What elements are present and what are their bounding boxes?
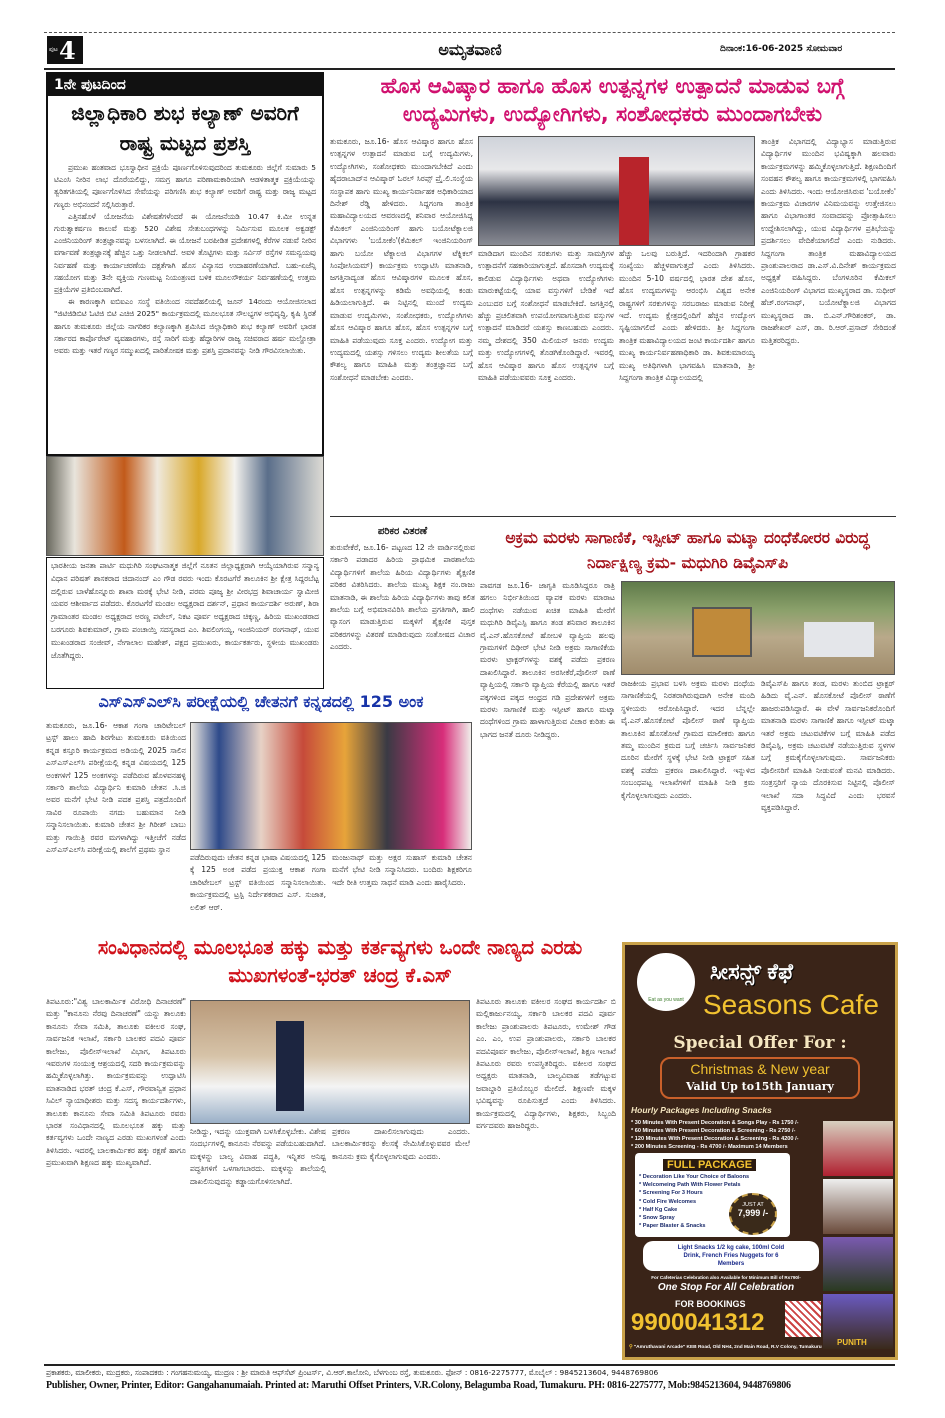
sslc-photo: [190, 722, 472, 850]
full-package-title: FULL PACKAGE: [663, 1159, 756, 1171]
brand-name: Seasons Cafe: [703, 989, 879, 1020]
tractor-photo: [621, 581, 895, 675]
qr-code: [785, 1301, 821, 1337]
brand-kannada: ಸೀಸನ್ಸ್ ಕೆಫೆ: [710, 959, 794, 984]
bookings-label: FOR BOOKINGS: [675, 1299, 746, 1309]
decor-photo: [823, 1121, 893, 1176]
madhugiri-col-2: ರಾಜಕೀಯ ಪ್ರಭಾವ ಬಳಸಿ ಅಕ್ರಮ ಮರಳು ದಂಧೆಯ ಸಾಗಾಣಿಕೆಯಲ್ಲಿ ನಿರತರಾಗಿರುವುದಾಗಿ ಅನೇಕ ಮಂದಿ ಸ್ಥಳೀಯರು ಆರೋಪಿಸಿದ್ದಾರೆ. ಇದರ ಬೆನ್ನಲ್ಲೇ ವೈ.ಎನ್.ಹೊಸಕೋಟೆ ಪೊಲೀಸ್ ಠಾಣೆ ವ್ಯಾಪ್ತಿಯ ತಾಲೂಕಿನ ಹೊಸಕೋಟೆ ಗ್ರಾಮದ ಮಾಲೀಕರು ಹಾಗೂ ತಮ್ಮ ಮುಂದಿನ ಕ್ರಮದ ಬಗ್ಗೆ ಚರ್ಚಿಸಿ ಸಾರ್ವಜನಿಕರ ದೂರಿನ ಮೇರೆಗೆ ಸ್ಥಳಕ್ಕೆ ಭೇಟಿ ನೀಡಿ ಟ್ರಾಕ್ಟರ್ ಸಹಿತ ವಶಕ್ಕೆ ಪಡೆದು ಪ್ರಕರಣ ದಾಖಲಿಸಿದ್ದಾರೆ. ಇನ್ನುಳಿದ ಸಂಬಂಧಪಟ್ಟ ಇಲಾಖೆಗಳಿಗೆ ಮಾಹಿತಿ ನೀಡಿ ಕ್ರಮ ಕೈಗೊಳ್ಳಲಾಗುವುದು ಎಂದರು.: [621, 679, 755, 800]
package-item: * 120 Minutes With Present Decoration & Screening - Rs 4200 /-: [631, 1136, 799, 1142]
innovation-rule: [330, 516, 896, 517]
left-story-body: [48, 162, 322, 452]
left-story-box: [46, 72, 324, 456]
innovation-col-4: ತಾಂತ್ರಿಕ ವಿಭಾಗದಲ್ಲಿ ವಿದ್ಯಾಭ್ಯಾಸ ಮಾಡುತ್ತಿರುವ ವಿದ್ಯಾರ್ಥಿಗಳ ಮುಂದಿನ ಭವಿಷ್ಯಕ್ಕಾಗಿ ಹಲವಾರು ಕಾರ್ಯಕ್ರಮಗಳನ್ನು ಹಮ್ಮಿಕೊಳ್ಳಲಾಗುತ್ತಿದೆ. ಶಿಕ್ಷಣದಿಂದಿಗೆ ಸಂವಹನ ಕೌಶಲ್ಯ ಹಾಗೂ ಕಾರ್ಯಕ್ರಮಗಳಲ್ಲಿ ಭಾಗವಹಿಸಿ ಎಂದು ತಿಳಿಸಿದರು. ಇಂದು ಆಯೋಜಿಸಿರುವ 'ಬಯೋಕೆಂ' ಕಾರ್ಯಕ್ರಮ ವಿಚಾರಗಳ ವಿನಿಮಯವನ್ನು ಉತ್ತೇಜಿಸಲು ಹಾಗೂ ವಿಭಾಗಾಂತರ ಸಂವಾದವನ್ನು ಪ್ರೋತ್ಸಾಹಿಸಲು ಉದ್ದೇಶಿಸಲಾಗಿದ್ದು, ಯುವ ವಿದ್ಯಾರ್ಥಿಗಳ ಪ್ರತಿಭೆಯನ್ನು ಪ್ರದರ್ಶಿಸಲು ವೇದಿಕೆಯಾಗಲಿದೆ ಎಂದು ನುಡಿದರು. ಸಿದ್ದಗಂಗಾ ತಾಂತ್ರಿಕ ಮಹಾವಿದ್ಯಾಲಯದ ಪ್ರಾಂಶುಪಾಲರಾದ ಡಾ.ಎಸ್.ವಿ.ದಿನೇಶ್ ಕಾರ್ಯಕ್ರಮದ ಅಧ್ಯಕ್ಷತೆ ವಹಿಸಿದ್ದರು. ಬೆಂಗಳೂರಿನ ಕೆಮಿಕಲ್ ಎಂಜಿನಿಯರಿಂಗ್ ವಿಭಾಗದ ಮುಖ್ಯಸ್ಥರಾದ ಡಾ. ಸುಧೀರ್ ಹೆಚ್.ರಂಗನಾಥ್, ಬಯೋಟೆಕ್ನಾಲಜಿ ವಿಭಾಗದ ಮುಖ್ಯಸ್ಥರಾದ ಡಾ. ಬಿ.ಎನ್.ಗೌರಿಶಂಕರ್, ಡಾ. ರಾಜಶೇಖರ್ ಎಸ್, ಡಾ. ರಿ.ಆರ್.ಪ್ರಸಾದ್ ಸೇರಿದಂತೆ ಮತ್ತಿತರರಿದ್ದರು.: [761, 137, 896, 345]
cafe-logo: [637, 953, 695, 1011]
sslc-headline: ಎಸ್‌ಎಸ್‌ಎಲ್‌ಸಿ ಪರೀಕ್ಷೆಯಲ್ಲಿ ಚೇತನಗೆ ಕನ್ನಡದಲ್ಲಿ 125 ಅಂಕ: [98, 692, 424, 711]
full-item: * Snow Spray: [639, 1215, 675, 1222]
full-item: * Paper Blaster & Snacks: [639, 1223, 706, 1230]
full-item: * Screening For 3 Hours: [639, 1190, 703, 1197]
packages-list: [631, 1119, 799, 1151]
innovation-headline: ಹೊಸ ಆವಿಷ್ಕಾರ ಹಾಗೂ ಹೊಸ ಉತ್ಪನ್ನಗಳ ಉತ್ಪಾದನೆ ಮಾಡುವ ಬಗ್ಗೆ ಉದ್ಯಮಿಗಳು, ಉದ್ಯೋಗಿಗಳು, ಸಂಶೋಧಕರು ಮುಂದಾಗಬೇಕು: [380, 74, 845, 126]
snacks-box: Light Snacks 1/2 kg cake, 100ml Cold Drink, French Fries Nuggets for 6 Members: [643, 1241, 819, 1271]
paper-name: ಅಮೃತವಾಣಿ: [438, 40, 502, 59]
constitution-col-4: ತಿಪಟೂರು ತಾಲೂಕು ವಕೀಲರ ಸಂಘದ ಕಾರ್ಯದರ್ಶಿ ಬಿ ಮಲ್ಲಿಕಾರ್ಜುನಯ್ಯ, ಸರ್ಕಾರಿ ಬಾಲಕರ ಪದವಿ ಪೂರ್ವ ಕಾಲೇಜು ಪ್ರಾಂಶುಪಾಲರು ತಿಪಟೂರು, ಉಮೇಶ್ ಗೌಡ ಎಂ. ಎಂ, ಉಪ ಪ್ರಾಂಶುಪಾಲರು, ಸರ್ಕಾರಿ ಬಾಲಕರ ಪದವಿಪೂರ್ವ ಕಾಲೇಜು, ಪೊಲೀಸ್‌ಇಲಾಖೆ, ಶಿಕ್ಷಣ ಇಲಾಖೆ ತಿಪಟೂರು ರವರು ಉಪಸ್ಥಿತರಿದ್ದರು. ವಕೀಲರ ಸಂಘದ ಅಧ್ಯಕ್ಷರು ಮಾತನಾಡಿ, ಬಾಲ್ಯವಿವಾಹ ತಡೆಗಟ್ಟುವ ಜವಾಬ್ದಾರಿ ಪ್ರತಿಯೊಬ್ಬರ ಮೇಲಿದೆ. ಶಿಕ್ಷಣವೇ ಮಕ್ಕಳ ಭವಿಷ್ಯವನ್ನು ರೂಪಿಸುತ್ತದೆ ಎಂದು ತಿಳಿಸಿದರು. ಕಾರ್ಯಕ್ರಮದಲ್ಲಿ ವಿದ್ಯಾರ್ಥಿಗಳು, ಶಿಕ್ಷಕರು, ಸಿಬ್ಬಂದಿ ವರ್ಗದವರು ಹಾಜರಿದ್ದರು.: [476, 997, 616, 1131]
innovation-col-3: ಹೆಚ್ಚು ಒಲವು ಬರುತ್ತಿದೆ. ಇದರಿಂದಾಗಿ ಗ್ರಾಹಕರ ಸಂಖ್ಯೆಯು ಹೆಚ್ಚಳವಾಗುತ್ತದೆ ಎಂದು ತಿಳಿಸಿದರು. ಮುಂದಿನ 5-10 ವರ್ಷದಲ್ಲಿ ಭಾರತ ದೇಶ ಹೊಸ, ಹೊಸ ಉದ್ಯಮಗಳನ್ನು ಆರಂಭಿಸಿ ವಿಶ್ವದ ಅನೇಕ ರಾಷ್ಟ್ರಗಳಿಗೆ ಸರಕುಗಳನ್ನು ಸರಬರಾಜು ಮಾಡುವ ನಿರೀಕ್ಷೆ ಇದೆ. ಉದ್ಯಮ ಕ್ಷೇತ್ರದಲ್ಲಿಂದಿಗೆ ಹೆಚ್ಚಿನ ಉದ್ಯೋಗ ಸೃಷ್ಟಿಯಾಗಲಿದೆ ಎಂದು ಹೇಳಿದರು. ಶ್ರೀ ಸಿದ್ದಗಂಗಾ ತಾಂತ್ರಿಕ ಮಹಾವಿದ್ಯಾಲಯದ ಜಂಟಿ ಕಾರ್ಯದರ್ಶಿ ಹಾಗೂ ಮುಖ್ಯ ಕಾರ್ಯನಿರ್ವಹಣಾಧಿಕಾರಿ ಡಾ. ಶಿವಕುಮಾರಯ್ಯ ಮುಖ್ಯ ಅತಿಥಿಗಳಾಗಿ ಭಾಗವಹಿಸಿ ಮಾತನಾಡಿ, ಶ್ರೀ ಸಿದ್ದಗಂಗಾ ತಾಂತ್ರಿಕ ವಿದ್ಯಾಲಯದಲ್ಲಿ: [619, 249, 755, 383]
speaker-figure: [276, 1021, 304, 1111]
footer-kannada: ಪ್ರಕಾಶಕರು, ಮಾಲೀಕರು, ಮುದ್ರಕರು, ಸಂಪಾದಕರು : ಗಂಗಹನುಮಯ್ಯ, ಮುದ್ರಣ : ಶ್ರೀ ಮಾರುತಿ ಆಫ್‌ಸೆಟ್ ಪ್ರಿಂಟರ್ಸ್, ವಿ.ಆರ್.ಕಾಲೋನಿ, ಬೆಳಗುಂಬ ರಸ್ತೆ, ತುಮಕೂರು. ಫೋನ್ : 0816-2275777, ಮೊಬೈಲ್ : 9845213604, 9448769806: [46, 1368, 659, 1377]
innovation-photo: [478, 136, 755, 246]
constitution-col-2: ನೀಡಿದ್ದು, ಇದನ್ನು ಯುಕ್ತವಾಗಿ ಬಳಸಿಕೊಳ್ಳಬೇಕು. ವಿಶೇಷ ಸಂದರ್ಭಗಳಲ್ಲಿ ಕಾನೂನು ನೆರವನ್ನು ಪಡೆಯಬಹುದಾಗಿದೆ. ಮಕ್ಕಳನ್ನು ಬಾಲ್ಯ ವಿವಾಹ ಪದ್ಧತಿ, ಇನ್ನಿತರ ಅನಿಷ್ಟ ಪದ್ಧತಿಗಳಿಗೆ ಒಳಗಾಗಬಾರದು. ಮಕ್ಕಳನ್ನು ಶಾಲೆಯಲ್ಲಿ ದಾಖಲಿಸುವುದನ್ನು ಕಡ್ಡಾಯಗೊಳಿಸಲಾಗಿದೆ.: [190, 1127, 326, 1186]
tractor-figure: [692, 607, 752, 657]
issue-date: ದಿನಾಂಕ:16-06-2025 ಸೋಮವಾರ: [720, 44, 843, 54]
address-text: "Amruthavani Arcade" KEB Road, Old NH4, 2nd Main Road, R.V Colony, Tumakuru: [633, 1345, 822, 1350]
page-number: 4: [59, 35, 76, 65]
constitution-headline: ಸಂವಿಧಾನದಲ್ಲಿ ಮೂಲಭೂತ ಹಕ್ಕು ಮತ್ತು ಕರ್ತವ್ಯಗಳು ಒಂದೇ ನಾಣ್ಯದ ಎರಡು ಮುಖಗಳಂತೆ-ಭರತ್ ಚಂದ್ರ ಕೆ.ಎಸ್: [97, 936, 583, 987]
occasion-banner: [660, 1057, 860, 1099]
paragraph: ಪ್ರಮುಖ ಹಂತವಾದ ಭೂಸ್ವಾಧೀನ ಪ್ರಕ್ರಿಯೆ ಪೂರ್ಣಗೊಳಿಸುವುದರಿಂದ ತುಮಕೂರು ಜಿಲ್ಲೆಗೆ ಸುಮಾರು 5 ಟಿಎಂಸಿ ನೀರಿನ ಲಾಭ ದೊರೆಯಲಿದ್ದು, ಸಮಗ್ರ ಹಾಗೂ ಪರಿಣಾಮಕಾರಿಯಾಗಿ ಆಡಳಿತಾತ್ಮಕ ಪ್ರಕ್ರಿಯೆಯನ್ನು ತ್ವರಿತಗತಿಯಲ್ಲಿ ಪೂರ್ಣಗೊಳಿಸಿದ ಸೇವೆಯನ್ನು ಪರಿಗಣಿಸಿ ಶುಭ ಕಲ್ಯಾಣ್ ಅವರಿಗೆ ರಾಷ್ಟ್ರ ಮತ್ತು ರಾಜ್ಯ ಮಟ್ಟದ ಗಣ್ಯರು ಅಭಿನಂದನೆ ಸಲ್ಲಿಸಿರುತ್ತಾರೆ.: [54, 163, 316, 209]
validity: Valid Up to15th January: [686, 1080, 834, 1093]
constitution-col-3: ಪ್ರಕರಣ ದಾಖಲಿಸಲಾಗುವುದು ಎಂದರು. ಬಾಲಕಾರ್ಮಿಕರನ್ನು ಕೆಲಸಕ್ಕೆ ನೇಮಿಸಿಕೊಳ್ಳುವವರ ಮೇಲೆ ಕಾನೂನು ಕ್ರಮ ಕೈಗೊಳ್ಳಲಾಗುವುದು ಎಂದರು.: [332, 1127, 470, 1161]
constitution-photo: [190, 1000, 470, 1124]
package-item: * 30 Minutes With Present Decoration & Songs Play - Rs 1750 /-: [631, 1120, 799, 1126]
package-item: * 60 Minutes With Present Decoration & Screening - Rs 2750 /-: [631, 1128, 796, 1134]
seasons-cafe-ad: [622, 942, 898, 1360]
constitution-col-1: ತಿಪಟೂರು:"ವಿಶ್ವ ಬಾಲಕಾರ್ಮಿಕ ವಿರೋಧಿ ದಿನಾಚರಣೆ" ಮತ್ತು "ಕಾನೂನು ನೆರವು ದಿನಾಚರಣೆ" ಯನ್ನು ತಾಲೂಕು ಕಾನೂನು ಸೇವಾ ಸಮಿತಿ, ತಾಲೂಕು ವಕೀಲರ ಸಂಘ, ಸಾರ್ವಜನಿಕ ಇಲಾಖೆ, ಸರ್ಕಾರಿ ಬಾಲಕರ ಪದವಿ ಪೂರ್ವ ಕಾಲೇಜು, ಪೊಲೀಸ್‌ಇಲಾಖೆ ವಿಭಾಗ, ತಿಪಟೂರು ಇವರುಗಳ ಸಂಯುಕ್ತ ಆಶ್ರಯದಲ್ಲಿ ಸದರಿ ಕಾರ್ಯಕ್ರಮವನ್ನು ಹಮ್ಮಿಕೊಳ್ಳಲಾಗಿತ್ತು. ಕಾರ್ಯಕ್ರಮವನ್ನು ಉದ್ಘಾಟಿಸಿ ಮಾತನಾಡಿದ ಭರತ್ ಚಂದ್ರ ಕೆ.ಎಸ್, ಗೌರವಾನ್ವಿತ ಪ್ರಧಾನ ಸಿವಿಲ್ ನ್ಯಾಯಾಧೀಶರು ಮತ್ತು ಸದಸ್ಯ ಕಾರ್ಯದರ್ಶಿಗಳು, ತಾಲೂಕು ಕಾನೂನು ಸೇವಾ ಸಮಿತಿ ತಿಪಟೂರು ರವರು ಭಾರತ ಸಂವಿಧಾನದಲ್ಲಿ ಮೂಲಭೂತ ಹಕ್ಕು ಮತ್ತು ಕರ್ತವ್ಯಗಳು ಒಂದೇ ನಾಣ್ಯದ ಎರಡು ಮುಖಗಳಂತೆ ಎಂದು ತಿಳಿಸಿದರು. ಇದರಲ್ಲಿ ಬಾಲಕಾರ್ಮಿಕರ ಹಕ್ಕು ರಕ್ಷಣೆ ಹಾಗೂ ಪ್ರಮುಖವಾಗಿ ಶಿಕ್ಷಣದ ಹಕ್ಕು ಮುಖ್ಯವಾಗಿದೆ.: [46, 997, 186, 1168]
madhugiri-headline: ಅಕ್ರಮ ಮರಳು ಸಾಗಾಣಿಕೆ, ಇಸ್ಪೀಟ್ ಹಾಗೂ ಮಟ್ಕಾ ದಂಧೆಕೋರರ ವಿರುದ್ಧ ನಿರ್ದಾಕ್ಷಿಣ್ಯ ಕ್ರಮ- ಮಧುಗಿರಿ ಡಿವೈಎಸ್‌ಪಿ: [505, 529, 870, 572]
madhugiri-col-3: ಡಿವೈಎಸ್‌ಪಿ ಹಾಗೂ ತಂಡ, ಮರಳು ತುಂಬಿದ ಟ್ರಾಕ್ಟರ್ ಹಿಡಿದು ವೈ.ಎನ್. ಹೊಸಕೋಟೆ ಪೊಲೀಸ್ ಠಾಣೆಗೆ ಹಾಜರುಪಡಿಸಿದ್ದಾರೆ. ಈ ವೇಳೆ ಸಾರ್ವಜನಿಕರೊಂದಿಗೆ ಮಾತನಾಡಿ ಮರಳು ಸಾಗಾಣಿಕೆ ಹಾಗೂ ಇಸ್ಪೀಟ್ ಮಟ್ಕಾ ಇತರೆ ಅಕ್ರಮ ಚಟುವಟಿಕೆಗಳ ಬಗ್ಗೆ ಮಾಹಿತಿ ಪಡೆದ ಡಿವೈಎಸ್ಪಿ, ಅಕ್ರಮ ಚಟುವಟಿಕೆ ನಡೆಯುತ್ತಿರುವ ಸ್ಥಳಗಳ ಬಗ್ಗೆ ಕ್ರಮಕೈಗೊಳ್ಳಲಾಗುವುದು. ಸಾರ್ವಜನಿಕರು ಪೊಲೀಸರಿಗೆ ಮಾಹಿತಿ ನೀಡುವಂತೆ ಮನವಿ ಮಾಡಿದರು. ಸಂತ್ರಸ್ತರಿಗೆ ನ್ಯಾಯ ದೊರಕಿಸುವ ನಿಟ್ಟಿನಲ್ಲಿ ಪೊಲೀಸ್ ಇಲಾಖೆ ಸದಾ ಸಿದ್ಧವಿದೆ ಎಂದು ಭರವಸೆ ವ್ಯಕ್ತಪಡಿಸಿದ್ದಾರೆ.: [761, 679, 895, 813]
paragraph: ಎತ್ತಿನಹೊಳೆ ಯೋಜನೆಯ ವಿಶೇಷತೆಗಳೆಂದರೆ ಈ ಯೋಜನೆಯಡಿ 10.47 ಕಿ.ಮೀ ಉನ್ನತ ಗುರುತ್ವಾಕರ್ಷಣ ಕಾಲುವೆ ಮತ್ತು 520 ವಿಶೇಷ ಸೇತುಬಂಧಗಳನ್ನು ನಿರ್ಮಿಸುವ ಮೂಲಕ ಅಕ್ವಡಕ್ಟ್ ಎಂಜಿನಿಯರಿಂಗ್ ತಂತ್ರಜ್ಞಾನವನ್ನು ಬಳಸಲಾಗಿದೆ. ಈ ಯೋಜನೆ ಬರಪೀಡಿತ ಪ್ರದೇಶಗಳಲ್ಲಿ ಕೆರೆಗಳ ನಡುವೆ ನೀರಿನ ವರ್ಗಾವಣೆ ತಂತ್ರಜ್ಞಾನಕ್ಕೆ ಹೆಚ್ಚಿನ ಒತ್ತು ನೀಡಲಾಗಿದೆ. ಅವಳಿ ತೊಟ್ಟಿಗಳು ಮತ್ತು ಸರ್ವಿಸ್ ರಸ್ತೆಗಳ ಸಮನ್ವಯವು ನಿರ್ವಹಣೆ ಮತ್ತು ಕಾರ್ಯಾಚರಣೆಯ ದಕ್ಷತೆಗಾಗಿ ಹೊಸ ವಿನ್ಯಾಸದ ಉದಾಹರಣೆಯಾಗಿದೆ. ಬಹು-ಏಜೆನ್ಸಿ ಸಹಯೋಗ ಮತ್ತು 3ನೇ ವ್ಯಕ್ತಿಯ ಗುಣಮಟ್ಟ ನಿಯಂತ್ರಣದ ಬಳಿಕ ಮೂಲಸೌಕರ್ಯ ನಿರ್ವಹಣೆಯಲ್ಲಿ ಉತ್ತಮ ಪ್ರಕ್ರಿಯೆಗಳ ಪ್ರತಿಬಿಂಬವಾಗಿದೆ.: [54, 211, 316, 295]
price: 7,999 /-: [737, 1208, 769, 1218]
madhugiri-col-1: ಪಾವಗಡ ಜೂ.16- ಜಾಗೃತಿ ಮೂಡಿಸಿದ್ದರೂ ರಾತ್ರಿ ಹಗಲು ನಿರ್ಭೀತಿಯಿಂದ ವ್ಯಾಪಕ ಮರಳು ಮಾರಾಟ ದಂಧೆಗಳು ನಡೆಯುವ ಖಚಿತ ಮಾಹಿತಿ ಮೇರೆಗೆ ಮಧುಗಿರಿ ಡಿವೈಎಸ್ಪಿ ಹಾಗೂ ತಂಡ ಶನಿವಾರ ತಾಲೂಕಿನ ವೈ.ಎನ್.ಹೊಸಕೋಟೆ ಹೋಬಳಿ ವ್ಯಾಪ್ತಿಯ ಹಲವು ಗ್ರಾಮಗಳಿಗೆ ದಿಢೀರ್ ಭೇಟಿ ನೀಡಿ ಅಕ್ರಮ ಸಾಗಾಣಿಕೆಯ ಮರಳು ಟ್ರಾಕ್ಟರ್‌ಗಳನ್ನು ವಶಕ್ಕೆ ಪಡೆದು ಪ್ರಕರಣ ದಾಖಲಿಸಿದ್ದಾರೆ. ತಾಲೂಕಿನ ಅರಸೀಕೆರೆ,ಪೊಲೀಸ್ ಠಾಣೆ ವ್ಯಾಪ್ತಿಯಲ್ಲಿ ಸರ್ಕಾರಿ ವ್ಯಾಪ್ತಿಯ ಕೆರೆಯಲ್ಲಿ ಹಾಗೂ ಇತರೆ ಪಕ್ಕಗಳಿಂದ ಪಕ್ಕದ ಆಂಧ್ರದ ಗಡಿ ಪ್ರದೇಶಗಳಿಗೆ ಅಕ್ರಮ ಮರಳು ಸಾಗಾಣಿಕೆ ಮತ್ತು ಇಸ್ಪೀಟ್ ಹಾಗೂ ಮಟ್ಕಾ ದಂಧೆಗಳಿಂದ ಗ್ರಾಮ ಹಾಳಾಗುತ್ತಿರುವ ವಿಚಾರ ಕುರಿತು ಈ ಭಾಗದ ಜನತೆ ದೂರು ನೀಡಿದ್ದರು.: [480, 581, 615, 739]
sslc-col-2: ಪಡೆದಿರುವುದು ಚೇತನ ಕನ್ನಡ ಭಾಷಾ ವಿಷಯದಲ್ಲಿ 125 ಕ್ಕೆ 125 ಅಂಕ ಪಡೆದ ಪ್ರಯುಕ್ತ ಆಕಾಶ ಗಂಗಾ ಚಾರಿಟೇಬಲ್ ಟ್ರಸ್ಟ್ ವತಿಯಿಂದ ಸನ್ಮಾನಿಸಲಾಯಿತು. ಕಾರ್ಯಕ್ರಮದಲ್ಲಿ ಟ್ರಸ್ಟಿ ನಿರ್ದೇಶಕರಾದ ಎಸ್. ಸುಜಾತ, ಲಲಿತ್ ಆರ್.: [190, 853, 326, 912]
price-badge: [729, 1193, 777, 1235]
innovation-col-1: ತುಮಕೂರು, ಜೂ.16- ಹೊಸ ಆವಿಷ್ಕಾರ ಹಾಗೂ ಹೊಸ ಉತ್ಪನ್ನಗಳ ಉತ್ಪಾದನೆ ಮಾಡುವ ಬಗ್ಗೆ ಉದ್ಯಮಿಗಳು, ಉದ್ಯೋಗಿಗಳು, ಸಂಶೋಧಕರು ಮುಂದಾಗಬೇಕಿದೆ ಎಂದು ಹೈದರಾಬಾದ್‌ನ ಆವಿಷ್ಕಾರ್ ಓರಲ್ ಸಿರಪ್ಸ್ ಪ್ರೈ.ಲಿ.ಸಂಸ್ಥೆಯ ಸಂಸ್ಥಾಪಕ ಹಾಗು ಮುಖ್ಯ ಕಾರ್ಯನಿರ್ವಾಹಕ ಅಧಿಕಾರಿಯಾದ ದಿನೇಶ್ ರೆಡ್ಡಿ ಹೇಳಿದರು. ಸಿದ್ದಗಂಗಾ ತಾಂತ್ರಿಕ ಮಹಾವಿದ್ಯಾಲಯದ ಆವರಣದಲ್ಲಿ ಶನಿವಾರ ಆಯೋಜಿಸಿದ್ದ ಕೆಮಿಕಲ್ ಎಂಜಿನಿಯರಿಂಗ್ ಹಾಗು ಬಯೋಟೆಕ್ನಾಲಜಿ ವಿಭಾಗಗಳು 'ಬಯೋಕೆಂ'(ಕೆಮಿಕಲ್ ಇಂಜಿನಿಯರಿಂಗ್ ಹಾಗು ಬಯೋ ಟೆಕ್ನಾಲಜಿ ವಿಭಾಗಗಳ ಟೆಕ್ನಿಕಲ್ ಸಿಂಪೋಸಿಯಮ್) ಕಾರ್ಯಕ್ರಮ ಉದ್ಘಾಟಿಸಿ ಮಾತನಾಡಿ, ಜಗತ್ತಿನಾದ್ಯಂತ ಹೊಸ ಆವಿಷ್ಕಾರಗಳ ಮೂಲಕ ಹೊಸ, ಹೊಸ ಉತ್ಪನ್ನಗಳನ್ನು ಕಡಿಮೆ ಅವಧಿಯಲ್ಲಿ ಕಂಡು ಹಿಡಿಯಲಾಗುತ್ತಿದೆ. ಈ ನಿಟ್ಟಿನಲ್ಲಿ ಮುಂದೆ ಉದ್ಯಮ ಮಾಡುವ ಉದ್ಯಮಿಗಳು, ಸಂಶೋಧಕರು, ಉದ್ಯೋಗಿಗಳು ಹೊಸ ಆವಿಷ್ಕಾರ ಹಾಗೂ ಹೊಸ, ಹೊಸ ಉತ್ಪನ್ನಗಳ ಬಗ್ಗೆ ಮಾಹಿತಿ ಪಡೆಯುವುದು ಸೂಕ್ತ ಎಂದರು. ಉದ್ಯೋಗ ಮತ್ತು ಉದ್ಯಮದಲ್ಲಿ ಯಶಸ್ಸು ಗಳಿಸಲು ಉದ್ಯಮ ಶೀಲತೆಯ ಬಗ್ಗೆ ಕೌಶಲ್ಯ ಹಾಗೂ ಮಾಹಿತಿ ಮತ್ತು ತಂತ್ರಜ್ಞಾನದ ಬಗ್ಗೆ ಸಂಶೋಧನೆ ಮಾಡಬೇಕು ಎಂದರು.: [330, 137, 473, 382]
photo-label: PUNITH: [837, 1338, 867, 1347]
full-item: * Half Kg Cake: [639, 1206, 678, 1213]
left-story-headline: ಜಿಲ್ಲಾಧಿಕಾರಿ ಶುಭ ಕಲ್ಯಾಣ್ ಅವರಿಗೆ ರಾಷ್ಟ್ರ ಮಟ್ಟದ ಪ್ರಶಸ್ತಿ: [71, 101, 299, 155]
full-item: * Welcomeing Path With Flower Petals: [639, 1182, 741, 1189]
kit-body: ತುರುವೇಕೆರೆ, ಜೂ.16- ಪಟ್ಟಣದ 12 ನೇ ವಾರ್ಡಿನಲ್ಲಿರುವ ಸರ್ಕಾರಿ ಪಡಾದರ ಹಿರಿಯ ಪ್ರಾಥಮಿಕ ಪಾಠಶಾಲೆಯ ವಿದ್ಯಾರ್ಥಿಗಳಿಗೆ ಶಾಲೆಯ ಹಿರಿಯ ವಿದ್ಯಾರ್ಥಿಗಳು ಶೈಕ್ಷಣಿಕ ಪರಿಕರ ವಿತರಿಸಿದರು. ಶಾಲೆಯ ಮುಖ್ಯ ಶಿಕ್ಷಕ ನಂ.ರಾಜು ಮಾತನಾಡಿ, ಈ ಶಾಲೆಯ ಹಿರಿಯ ವಿದ್ಯಾರ್ಥಿಗಳು ತಾವು ಕಲಿತ ಶಾಲೆಯ ಬಗ್ಗೆ ಅಭಿಮಾನವಿರಿಸಿ ಶಾಲೆಯ ಪ್ರಗತಿಗಾಗಿ, ಹಾಲಿ ವ್ಯಾಸಂಗ ಮಾಡುತ್ತಿರುವ ಮಕ್ಕಳಿಗೆ ಶೈಕ್ಷಣಿಕ ಪುಸ್ತಕ ಪರಿಕರಗಳನ್ನು ವಿತರಣೆ ಮಾಡಿರುವುದು ಸಂತೋಷದ ವಿಚಾರ ಎಂದರು.: [330, 543, 475, 652]
occasion: Christmas & New year: [690, 1061, 830, 1077]
package-item: * 200 Minutes Screening - Rs 4700 /- Maximum 14 Members: [631, 1144, 788, 1150]
car-figure: [804, 622, 874, 657]
hall-photo: [823, 1179, 893, 1234]
continued-tag: 1ನೇ ಪುಟದಿಂದ: [48, 74, 322, 96]
innovation-col-2: ಮಾಡಿದಾಗ ಮುಂದಿನ ಸರಕುಗಳು ಮತ್ತು ಸಾಮಗ್ರಿಗಳ ಉತ್ಪಾದನೆಗೆ ಸಹಕಾರಿಯಾಗುತ್ತದೆ. ಹೊಸದಾಗಿ ಉದ್ಯಮಕ್ಕೆ ಕಾಲಿಡುವ ವಿದ್ಯಾರ್ಥಿಗಳು ಅಥವಾ ಉದ್ಯೋಗಿಗಳು ಮಾರುಕಟ್ಟೆಯಲ್ಲಿ ಯಾವ ವಸ್ತುಗಳಿಗೆ ಬೇಡಿಕೆ ಇದೆ ಎಂಬುದರ ಬಗ್ಗೆ ಸಂಶೋಧನೆ ಮಾಡಬೇಕಿದೆ. ಜಗತ್ತಿನಲ್ಲಿ ಹೆಚ್ಚು ಪ್ರಚಲಿತವಾಗಿ ಉಪಯೋಗವಾಗುತ್ತಿರುವ ವಸ್ತುಗಳ ಉತ್ಪಾದನೆ ಮಾಡಿದರೆ ಯಶಸ್ಸು ಕಾಣಬಹುದು ಎಂದರು. ನಮ್ಮ ದೇಶದಲ್ಲಿ 350 ಮಿಲಿಯನ್ ಜನರು ಉದ್ಯಮ ಮತ್ತು ಉದ್ಯೋಗಗಳಲ್ಲಿ ತೊಡಗಿಕೊಂಡಿದ್ದಾರೆ. ಇವರಲ್ಲಿ ಹೊಸ ಆವಿಷ್ಕಾರ ಹಾಗೂ ಹೊಸ ಉತ್ಪನ್ನಗಳ ಬಗ್ಗೆ ಮಾಹಿತಿ ಪಡೆಯುವವರು ಸೂಕ್ತ ಎಂದರು.: [478, 249, 614, 383]
bjp-visit-photo: [46, 456, 324, 556]
speaker-figure: [619, 157, 649, 246]
booking-phone[interactable]: 9900041312: [631, 1309, 765, 1336]
punith-photo: [823, 1294, 893, 1349]
sslc-col-3: ಮಂಜುನಾಥ್ ಮತ್ತು ಅಕ್ಷರ ಸುಹಾಸ್ ಕುಮಾರಿ ಚೇತನ ಮನೆಗೆ ಭೇಟಿ ನೀಡಿ ಸನ್ಮಾನಿಸಿದರು. ಬಂದಿರು ಶಿಕ್ಷಕರಿಗೂ ಇದೇ ರೀತಿ ಉತ್ತಮ ಸಾಧನೆ ಮಾಡಿ ಎಂದು ಹಾರೈಸಿದರು.: [332, 853, 472, 887]
footer-english: Publisher, Owner, Printer, Editor: Gangahanumaiah. Printed at: Maruthi Offset Printers, V.R.Colony, Belagumba Road, Tumakuru. PH: 0816-2275777, Mob:9845213604, 9448769806: [46, 1380, 791, 1391]
header-rule: [44, 68, 895, 70]
tagline: One Stop For All Celebration: [657, 1282, 795, 1293]
minimum-bill-note: For Cafeterias Celebration also Available for Minimum Bill of Rs790/-: [651, 1275, 801, 1280]
just-at: JUST AT: [742, 1202, 764, 1208]
full-item: * Decoration Like Your Choice of Baloons: [639, 1174, 750, 1180]
bjp-caption: [46, 557, 324, 689]
offer-title: Special Offer For :: [673, 1033, 847, 1053]
footer-rule: [44, 1364, 895, 1366]
top-rule: [44, 32, 895, 33]
address: [629, 1345, 822, 1350]
kit-title: ಪರಿಕರ ವಿತರಣೆ: [377, 526, 428, 537]
logo-text: Eat as you want: [648, 997, 684, 1003]
location-pin-icon: ⚲: [629, 1345, 634, 1350]
packages-title: Hourly Packages Including Snacks: [631, 1105, 772, 1115]
page-word: ಪುಟ: [49, 46, 58, 53]
sslc-col-1: ತುಮಕೂರು, ಜೂ.16- ಆಕಾಶ ಗಂಗಾ ಚಾರಿಟೇಬಲ್ ಟ್ರಸ್ಟ್ ಹಾಲು ಹಾದಿ ಶಿರಗೇಟು ತುಮಕೂರು ವತಿಯಿಂದ ಕನ್ನಡ ಕಸ್ತೂರಿ ಕಾರ್ಯಕ್ರಮದ ಅಡಿಯಲ್ಲಿ 2025 ಸಾಲಿನ ಎಸ್‌ಎಸ್‌ಎಲ್‌ಸಿ ಪರೀಕ್ಷೆಯಲ್ಲಿ ಕನ್ನಡ ವಿಷಯದಲ್ಲಿ 125 ಅಂಕಗಳಿಗೆ 125 ಅಂಕಗಳನ್ನು ಪಡೆದಿರುವ ಹೊಳವನಹಳ್ಳಿ ಸರ್ಕಾರಿ ಶಾಲೆಯ ವಿದ್ಯಾರ್ಥಿನಿ ಕುಮಾರಿ ಚೇತನ .ಸಿ.ಜಿ ಅವರ ಮನೆಗೆ ಭೇಟಿ ನೀಡಿ ಪದಕ ಪ್ರಶಸ್ತಿ ಪತ್ರದೊಂದಿಗೆ ಸಾವಿರ ರೂಪಾಯಿ ನಗದು ಬಹುಮಾನ ನೀಡಿ ಸನ್ಮಾನಿಸಲಾಯಿತು. ಕುಮಾರಿ ಚೇತನ ಶ್ರೀ ಗಿರೀಶ್ ಬಾಬು ಮತ್ತು ಗಾಯಿತ್ರಿ ರವರ ಮಗಳಾಗಿದ್ದು ಇತ್ತೀಚೆಗೆ ನಡೆದ ಎಸ್‌ಎಸ್‌ಎಲ್‌ಸಿ ಪರೀಕ್ಷೆಯಲ್ಲಿ ಶಾಲೆಗೆ ಪ್ರಥಮ ಸ್ಥಾನ: [46, 721, 186, 855]
balloon-photo: [823, 1237, 893, 1292]
full-item: * Cold Fire Welcomes: [639, 1198, 697, 1205]
page-number-box: [47, 36, 83, 64]
paragraph: ಈ ಕಾರಣಕ್ಕಾಗಿ ಐಬಿಐಎಂ ಸಂಸ್ಥೆ ವತಿಯಿಂದ ನವದೆಹಲಿಯಲ್ಲಿ ಜೂನ್ 14ರಂದು ಆಯೋಜಿಸಲಾದ "ಜಿಟಿಜಿಡಿಬಿಟಿ ಓಟಿಜಿ ಬಿಟಿ ಎಚಿಜಿ 2025" ಕಾರ್ಯಕ್ರಮದಲ್ಲಿ ಮೂಲಭೂತ ಸೌಲಭ್ಯಗಳ ಅಭಿವೃದ್ಧಿ, ಕೃಷಿ ಸ್ಥಿರತೆ ಹಾಗೂ ತುಮಕೂರು ಜಿಲ್ಲೆಯ ನಾಗರಿಕರ ಕಲ್ಯಾಣಕ್ಕಾಗಿ ಶ್ರಮಿಸಿದ ಜಿಲ್ಲಾಧಿಕಾರಿ ಶುಭ ಕಲ್ಯಾಣ್ ಅವರಿಗೆ ಭಾರತ ಸರ್ಕಾರದ ಕಾರ್ಪೊರೇಟ್ ವ್ಯವಹಾರಗಳು, ರಸ್ತೆ ಸಾರಿಗೆ ಮತ್ತು ಹೆದ್ದಾರಿಗಳ ರಾಜ್ಯ ಸಚಿವರಾದ ಹರ್ಷ ಮಲ್ಹೋತ್ರಾ ಅವರು ಮತ್ತು ಇತರೆ ಗಣ್ಯರ ಸಮ್ಮುಖದಲ್ಲಿ ಪಾರಿತೋಷಕ ಮತ್ತು ಪ್ರಶಸ್ತಿ ಪ್ರದಾನವನ್ನು ನೀಡಿ ಗೌರವಿಸಲಾಯಿತು.: [54, 297, 316, 356]
caption-text: ಭಾರತೀಯ ಜನತಾ ಪಾರ್ಟಿ ಮಧುಗಿರಿ ಸಂಘಟನಾತ್ಮಕ ಜಿಲ್ಲೆಗೆ ನೂತನ ಜಿಲ್ಲಾಧ್ಯಕ್ಷರಾಗಿ ಆಯ್ಕೆಯಾಗಿರುವ ಸನ್ಮಾನ್ಯ ವಿಧಾನ ಪರಿಷತ್ ಶಾಸಕರಾದ ಚಿದಾನಂದ್ ಎಂ ಗೌಡ ರವರು ಇಂದು ಕೊರಟಗೆರೆ ತಾಲೂಕಿನ ಶ್ರೀ ಕ್ಷೇತ್ರ ಸಿದ್ದರಬೆಟ್ಟ ದಲ್ಲಿರುವ ಬಾಳೆಹೊನ್ನೂರು ಶಾಖಾ ಮಠಕ್ಕೆ ಭೇಟಿ ನೀಡಿ, ಪರಮ ಪೂಜ್ಯ ಶ್ರೀ ವೀರಭದ್ರ ಶಿವಾಚಾರ್ಯ ಸ್ವಾಮೀಜಿ ಯವರ ಆಶೀರ್ವಾದ ಪಡೆದರು. ಕೊರಟಗೆರೆ ಮಂಡಲ ಅಧ್ಯಕ್ಷರಾದ ದರ್ಶನ್, ಪ್ರಧಾನ ಕಾರ್ಯದರ್ಶಿ ಅರುಣ್, ಶಿರಾ ಗ್ರಾಮಾಂತರ ಮಂಡಲ ಅಧ್ಯಕ್ಷರಾದ ಅರಣ್ಣ ಪಟೇಲ್, ನಿಕಟ ಪೂರ್ವ ಅಧ್ಯಕ್ಷರಾದ ಚಿಕ್ಕಣ್ಣ, ಹಿರಿಯ ಮುಖಂಡರಾದ ಬರಗೂರು ಶಿವಕುಮಾರ್, ಗ್ರಾಮ ಪಂಚಾಯ್ತಿ ಸದಸ್ಯರಾದ ಎಂ. ಶಿವಲಿಂಗಯ್ಯ, ಇಂಜಿನಿಯರ್ ರಂಗನಾಥ್, ಯುವ ಮುಖಂಡರಾದ ಸಂಜೀವ್, ನೇಗಾಲಾಲ ಮಹೇಶ್, ಪಕ್ಷದ ಪ್ರಮುಖರು, ಕಾರ್ಯಕರ್ತರು, ಸ್ಥಳೀಯ ಮುಖಂಡರು ಜೊತೆಗಿದ್ದರು.: [51, 561, 319, 660]
photo-strip: [823, 1121, 893, 1349]
